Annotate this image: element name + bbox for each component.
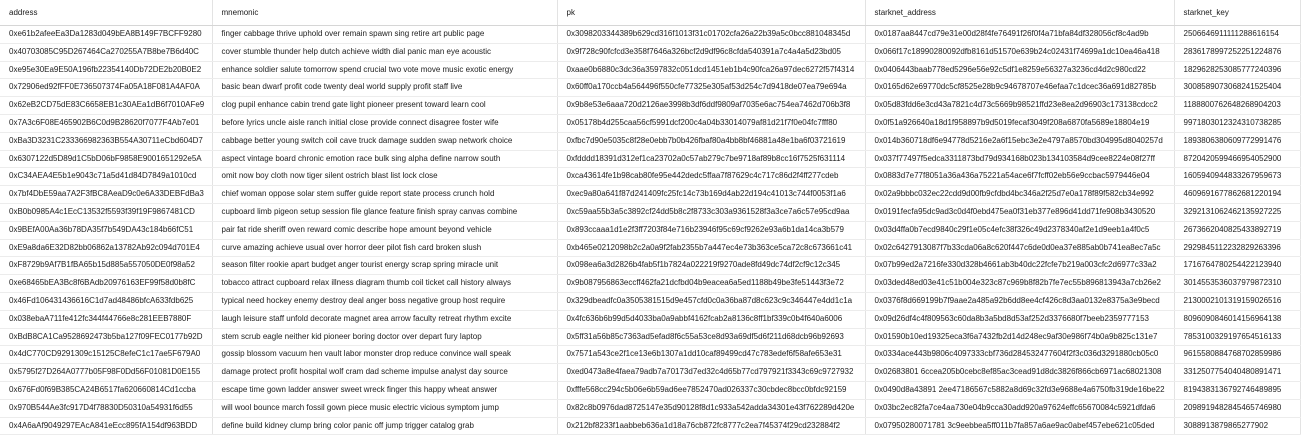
cell-address[interactable]: 0x5795f27D264A0777b05F98F0Dd56F01081D0E155	[0, 364, 212, 382]
cell-starknet-address[interactable]: 0x02a9bbbc032ec22cdd9d00fb9cfdbd4bc346a2f25d7e0a178f89f582cb34e992	[865, 186, 1174, 204]
cell-starknet-key[interactable]: 1188800762648268904203	[1174, 97, 1300, 115]
table-row[interactable]	[0, 203, 1300, 221]
column-header-mnemonic[interactable]: mnemonic	[212, 0, 557, 26]
table-row[interactable]	[0, 221, 1300, 239]
cell-pk[interactable]: 0xb465e0212098b2c2a0a9f2fab2355b7a447ec4e73b363ce5ca72c8c673661c41	[557, 239, 865, 257]
cell-starknet-key[interactable]: 1605940944833267959673	[1174, 168, 1300, 186]
cell-address[interactable]: 0x6307122d5D89d1C5bD06bF9858E9001651292e5A	[0, 150, 212, 168]
cell-starknet-address[interactable]: 0x0883d7e77f8051a36a436a75221a54ace6f7fcff02eb56e9ccbac5979446e04	[865, 168, 1174, 186]
table-row[interactable]	[0, 381, 1300, 399]
cell-pk[interactable]: 0x05178b4d255caa56cf5991dcf200c4a04b33014079af81d21f7f0e04fc7fff80	[557, 114, 865, 132]
cell-starknet-key[interactable]: 2673662040825433892719	[1174, 221, 1300, 239]
table-row[interactable]	[0, 132, 1300, 150]
cell-mnemonic[interactable]: pair fat ride sheriff oven reward comic describe hope amount beyond vehicle	[212, 221, 557, 239]
table-row[interactable]	[0, 26, 1300, 44]
cell-starknet-address[interactable]: 0x014b360718df6e94778d5216e2a6f15ebc3e2e4797a8570bd304995d8040257d	[865, 132, 1174, 150]
cell-pk[interactable]: 0xfdddd18391d312ef1ca23702a0c57ab279c7be9718af89b8cc16f7525f631114	[557, 150, 865, 168]
column-header-starknet-address[interactable]: starknet_address	[865, 0, 1174, 26]
cell-mnemonic[interactable]: escape time gown ladder answer sweet wreck finger this happy wheat answer	[212, 381, 557, 399]
cell-address[interactable]: 0x038ebaA711fe412fc344f44766e8c281EEB7880F	[0, 310, 212, 328]
cell-mnemonic[interactable]: aspect vintage board chronic emotion race bulk sing alpha define narrow south	[212, 150, 557, 168]
cell-starknet-address[interactable]: 0x03ded48ed03e41c51b004e323c87c969b8f82b7fe7ec55b896813943a7cb26e2	[865, 275, 1174, 293]
cell-pk[interactable]: 0xfffe568cc294c5b06e6b59ad6ee7852470ad026337c30cbdec8bcc0bfdc92159	[557, 381, 865, 399]
cell-starknet-key[interactable]: 3312507754040480891471	[1174, 364, 1300, 382]
cell-address[interactable]: 0x40703085C95D267464Ca270255A7B8be7B6d40C	[0, 43, 212, 61]
cell-starknet-address[interactable]: 0x03d4ffa0b7ecd9840c29f1e05c4efc38f326c49d2378340af2e1d9eeb1a4f0c5	[865, 221, 1174, 239]
cell-starknet-address[interactable]: 0x01590b10ed19325eca3f6a7432fb2d14d248ec9af30e986f74b0a9b825c131e7	[865, 328, 1174, 346]
table-row[interactable]	[0, 364, 1300, 382]
cell-starknet-address[interactable]: 0x09d26df4c4f809563c60da8b3a5bd8d53af252d3376680f7beeb2359777153	[865, 310, 1174, 328]
cell-address[interactable]: 0x676Fd0f69B385CA24B6517fa620660814Cd1ccba	[0, 381, 212, 399]
cell-mnemonic[interactable]: cabbage better young switch coil cave truck damage sudden swap network choice	[212, 132, 557, 150]
cell-mnemonic[interactable]: before lyrics uncle aisle ranch initial close provide connect disagree foster wife	[212, 114, 557, 132]
cell-pk[interactable]: 0x212bf8233f1aabbeb636a1d18a76cb872fc8777c2ea7f45374f29cd232884f2	[557, 417, 865, 435]
table-row[interactable]	[0, 43, 1300, 61]
cell-address[interactable]: 0x46Fd106431436616C1d7ad48486bfcA633fdb625	[0, 292, 212, 310]
cell-starknet-key[interactable]: 3008589073068241525404	[1174, 79, 1300, 97]
cell-starknet-address[interactable]: 0x066f17c18990280092dfb8161d51570e639b24c02431f74699a1dc10ea46a418	[865, 43, 1174, 61]
cell-starknet-address[interactable]: 0x037f77497f5edca3311873bd79d934168b023b134103584d9cee8224e08f27ff	[865, 150, 1174, 168]
cell-starknet-address[interactable]: 0x02c6427913087f7b33cda06a8c620f447c6de0d0ea37e885ab0b741ea8ec7a5c	[865, 239, 1174, 257]
cell-mnemonic[interactable]: chief woman oppose solar stem suffer guide report state process crunch hold	[212, 186, 557, 204]
cell-pk[interactable]: 0x098ea6a3d2826b4fab5f1b7824a022219f9270ade8fd49dc74df2cf9c12c345	[557, 257, 865, 275]
cell-starknet-key[interactable]: 8194383136792746489895	[1174, 381, 1300, 399]
table-row[interactable]	[0, 168, 1300, 186]
cell-mnemonic[interactable]: will wool bounce march fossil gown piece music electric vicious symptom jump	[212, 399, 557, 417]
cell-mnemonic[interactable]: cover stumble thunder help dutch achieve width dial panic man eye acoustic	[212, 43, 557, 61]
cell-mnemonic[interactable]: season filter rookie apart budget anger tourist energy scrap spring miracle unit	[212, 257, 557, 275]
cell-mnemonic[interactable]: laugh leisure staff unfold decorate magnet area arrow faculty retreat rhythm excite	[212, 310, 557, 328]
cell-starknet-address[interactable]: 0x0376f8d669199b7f9aae2a485a92b6dd8ee4cf426c8d3aa0132e8375a3e9becd	[865, 292, 1174, 310]
cell-mnemonic[interactable]: define build kidney clump bring color panic off jump trigger catalog grab	[212, 417, 557, 435]
cell-starknet-key[interactable]: 1829628253085777240396	[1174, 61, 1300, 79]
table-row[interactable]	[0, 399, 1300, 417]
cell-starknet-address[interactable]: 0x0f51a926640a18d1f958897b9d5019fecaf3049f208a6870fa5689e18804e19	[865, 114, 1174, 132]
cell-address[interactable]: 0x4dC770CD9291309c15125C8efeC1c17ae5F679A0	[0, 346, 212, 364]
cell-pk[interactable]: 0x329dbeadfc0a3505381515d9e457cfd0c0a36ba87d8c623c9c346447e4dd1c1a	[557, 292, 865, 310]
cell-starknet-key[interactable]: 2506646911111288616154	[1174, 26, 1300, 44]
cell-starknet-address[interactable]: 0x03bc2ec82fa7ce4aa730e04b9cca30add920a97624effc65670084c5921dfda6	[865, 399, 1174, 417]
table-row[interactable]	[0, 150, 1300, 168]
table-row[interactable]	[0, 61, 1300, 79]
table-row[interactable]	[0, 257, 1300, 275]
table-row[interactable]	[0, 417, 1300, 435]
cell-pk[interactable]: 0xec9a80a641f87d241409fc25fc14c73b169d4ab22d194c41013c744f0053f1a6	[557, 186, 865, 204]
cell-pk[interactable]: 0x3098203344389b629cd316f1013f31c01702cfa26a22b39a5c0bcc881048345d	[557, 26, 865, 44]
cell-address[interactable]: 0x72906ed92fFF0E736507374Fa05A18F081A4AF0A	[0, 79, 212, 97]
cell-address[interactable]: 0xF8729b9Af7B1fBA65b15d885a557050DE0f98a52	[0, 257, 212, 275]
cell-starknet-key[interactable]: 9971803012324310738285	[1174, 114, 1300, 132]
cell-pk[interactable]: 0xc59aa55b3a5c3892cf24dd5b8c2f8733c303a9361528f3a3ce7a6c57e95cd9aa	[557, 203, 865, 221]
cell-starknet-key[interactable]: 2130002101319159026516	[1174, 292, 1300, 310]
cell-starknet-address[interactable]: 0x0406443baab778ed5296e56e92c5df1e8259e56327a3236cd4d2c980cd22	[865, 61, 1174, 79]
table-row[interactable]	[0, 292, 1300, 310]
table-row[interactable]	[0, 79, 1300, 97]
cell-pk[interactable]: 0x9b8e53e6aaa720d2126ae3998b3df6ddf9809af7035e6ac754ea7462d706b3f8	[557, 97, 865, 115]
cell-mnemonic[interactable]: omit now boy cloth now tiger silent ostrich blast list lock close	[212, 168, 557, 186]
cell-pk[interactable]: 0x7571a543ce2f1ce13e6b1307a1dd10caf89499cd47c783edef6f58afe653e31	[557, 346, 865, 364]
table-row[interactable]	[0, 186, 1300, 204]
table-row[interactable]	[0, 310, 1300, 328]
cell-starknet-address[interactable]: 0x0490d8a43891 2ee47186567c5882a8d69c32fd3e9688e4a6750fb319de16be22	[865, 381, 1174, 399]
cell-mnemonic[interactable]: tobacco attract cupboard relax illness diagram thumb coil ticket call history always	[212, 275, 557, 293]
cell-address[interactable]: 0x7A3c6F08E465902B6C0d9B28620f7077F4Ab7e01	[0, 114, 212, 132]
table-row[interactable]	[0, 97, 1300, 115]
cell-starknet-key[interactable]: 1893806380609772991476	[1174, 132, 1300, 150]
cell-starknet-address[interactable]: 0x0191fecfa95dc9ad3c0d4f0ebd475ea0f31eb377e896d41dd71fe908b3430520	[865, 203, 1174, 221]
cell-starknet-address[interactable]: 0x05d83fdd6e3cd43a7821c4d73c5669b98521ffd23e8ea2d96903c173138cdcc2	[865, 97, 1174, 115]
cell-starknet-address[interactable]: 0x0334ace443b9806c4097333cbf736d284532477604f2f3c036d3291880cb05c0	[865, 346, 1174, 364]
cell-address[interactable]: 0xC34AEA4E5b1e9043c71a5d41d84D7849a1010cd	[0, 168, 212, 186]
cell-pk[interactable]: 0xfbc7d90e5035c8f28e0ebb7b0b426fbaf80a4bb8bf46881a48e1ba6f03721619	[557, 132, 865, 150]
cell-pk[interactable]: 0x4fc636b6b99d5d4033ba0a9abbf4162fcab2a8136c8ff1bf339c0b4f640a6006	[557, 310, 865, 328]
cell-pk[interactable]: 0x9b087956863eccff462fa21dcfbd04b9eacea6a5ed1188b49be3fe51443f3e72	[557, 275, 865, 293]
cell-mnemonic[interactable]: enhance soldier salute tomorrow spend crucial two vote move music exotic energy	[212, 61, 557, 79]
cell-pk[interactable]: 0xed0473a8e4faea79adb7a70173d7ed32c4d65b77cd797921f3343c69c9727932	[557, 364, 865, 382]
table-row[interactable]	[0, 114, 1300, 132]
cell-address[interactable]: 0x62eB2CD75dE83C6658EB1c30AEa1dB6f7010AFe9	[0, 97, 212, 115]
cell-starknet-address[interactable]: 0x07b99ed2a7216fe330d328b4661ab3b40dc22fcfe7b219a003cfc2d6977c33a2	[865, 257, 1174, 275]
cell-starknet-key[interactable]: 9615580884768702859986	[1174, 346, 1300, 364]
cell-address[interactable]: 0xe68465bEA3Bc8f6BAdb20976163EF99f58d0b8fC	[0, 275, 212, 293]
cell-mnemonic[interactable]: finger cabbage thrive uphold over remain spawn sing retire art public page	[212, 26, 557, 44]
cell-pk[interactable]: 0xaae0b6880c3dc36a3597832c051dcd1451eb1b4c90fca26a97dec6272f57f4314	[557, 61, 865, 79]
cell-starknet-address[interactable]: 0x07950280071781 3c9eebbea5ff011b7fa857a6ae9ac0abef457ebe621c05ded	[865, 417, 1174, 435]
cell-starknet-key[interactable]: 8720420599466954052900	[1174, 150, 1300, 168]
cell-address[interactable]: 0x9BEfA00Aa36b78DA35f7b549DA43c184b66fC51	[0, 221, 212, 239]
cell-starknet-key[interactable]: 8096090846014156964138	[1174, 310, 1300, 328]
table-body	[0, 26, 1300, 435]
cell-starknet-key[interactable]: 2929845112232829263396	[1174, 239, 1300, 257]
table-row[interactable]	[0, 275, 1300, 293]
cell-address[interactable]: 0xBdB8CA1Ca9528692473b5ba127f09FEC0177b92D	[0, 328, 212, 346]
cell-starknet-key[interactable]: 3292131062462135927225	[1174, 203, 1300, 221]
cell-starknet-address[interactable]: 0x02683801 6ccea205b0cebc8ef85ac3cead91d8dc3826f866cb6971ac68021308	[865, 364, 1174, 382]
cell-pk[interactable]: 0x9f728c90fcfcd3e358f7646a326bcf2d9df96c8cfda540391a7c4a4a5d23bd05	[557, 43, 865, 61]
cell-mnemonic[interactable]: clog pupil enhance cabin trend gate light pioneer present toward learn cool	[212, 97, 557, 115]
cell-address[interactable]: 0xE9a8da6E32D82bb06862a13782Ab92c094d701E4	[0, 239, 212, 257]
cell-starknet-key[interactable]: 3088913879865277902	[1174, 417, 1300, 435]
table-row[interactable]	[0, 346, 1300, 364]
cell-address[interactable]: 0x970B544Ae3fc917D4f78830D50310a54931f6d55	[0, 399, 212, 417]
cell-starknet-address[interactable]: 0x0165d62e69770dc5cf8525e28b9c94678707e46efaa7c1dcec36a691d82785b	[865, 79, 1174, 97]
cell-mnemonic[interactable]: typical need hockey enemy destroy deal anger boss negative group host require	[212, 292, 557, 310]
cell-address[interactable]: 0x4A6aAf9049297EAcA841eEcc895fA154df963BDD	[0, 417, 212, 435]
column-header-pk[interactable]: pk	[557, 0, 865, 26]
cell-address[interactable]: 0xBa3D3231C233366982363B554A30711eCbd604D7	[0, 132, 212, 150]
cell-address[interactable]: 0xB0b0985A4c1EcC13532f5593f39f19F9867481CD	[0, 203, 212, 221]
cell-mnemonic[interactable]: gossip blossom vacuum hen vault labor monster drop reduce convince wall speak	[212, 346, 557, 364]
header-row	[0, 0, 1300, 26]
column-header-address[interactable]: address	[0, 0, 212, 26]
cell-starknet-key[interactable]: 2098919482845465746980	[1174, 399, 1300, 417]
cell-mnemonic[interactable]: stem scrub eagle neither kid pioneer boring doctor over depart fury laptop	[212, 328, 557, 346]
cell-starknet-key[interactable]: 4609691677862681220194	[1174, 186, 1300, 204]
cell-address[interactable]: 0x7bf4DbE59aa7A2F3fBC8AeaD9c0e6A33DEBFdBa3	[0, 186, 212, 204]
cell-starknet-key[interactable]: 3014553536037979872310	[1174, 275, 1300, 293]
cell-starknet-address[interactable]: 0x0187aa8447cd79e31e00d28f4fe76491f26f0f4a71bfa84df328056cf8c4ad9b	[865, 26, 1174, 44]
cell-mnemonic[interactable]: cupboard limb pigeon setup session file glance feature finish spray canvas combine	[212, 203, 557, 221]
cell-pk[interactable]: 0x893ccaaa1d1e2f3ff7203f84e716b23946f95c69cf9262e93a6b1da14ca3b579	[557, 221, 865, 239]
cell-pk[interactable]: 0x82c8b0976dad8725147e35d90128f8d1c933a542adda34301e43f762289d420e	[557, 399, 865, 417]
cell-starknet-key[interactable]: 2836178997252251224876	[1174, 43, 1300, 61]
cell-pk[interactable]: 0xca43614fe1b98cab80fe95e442dedc5ffaa7f87629c4c717c86d2f4ff277cdeb	[557, 168, 865, 186]
cell-mnemonic[interactable]: basic bean dwarf profit code twenty deal world supply profit staff live	[212, 79, 557, 97]
cell-mnemonic[interactable]: curve amazing achieve usual over horror deer pilot fish card broken slush	[212, 239, 557, 257]
cell-pk[interactable]: 0x5ff31a56b85c7363ad5efad8f6c55a53ce8d93a69df5d6f211d68dcb96b92693	[557, 328, 865, 346]
cell-starknet-key[interactable]: 7853100329197654516133	[1174, 328, 1300, 346]
cell-address[interactable]: 0xe61b2afeeEa3Da1283d049bEA8B149F7BCFF9280	[0, 26, 212, 44]
cell-mnemonic[interactable]: damage protect profit hospital wolf cram dad scheme impulse analyst day source	[212, 364, 557, 382]
column-header-starknet-key[interactable]: starknet_key	[1174, 0, 1300, 26]
table-row[interactable]	[0, 328, 1300, 346]
table-row[interactable]	[0, 239, 1300, 257]
cell-starknet-key[interactable]: 1716764780254422123940	[1174, 257, 1300, 275]
cell-address[interactable]: 0xe95e30Ea9E50A196fb22354140Db72DE2b20B0E2	[0, 61, 212, 79]
cell-pk[interactable]: 0x60ff0a170ccb4a564496f550cfe77325e305af53d254c7d9418de07ea79e694a	[557, 79, 865, 97]
